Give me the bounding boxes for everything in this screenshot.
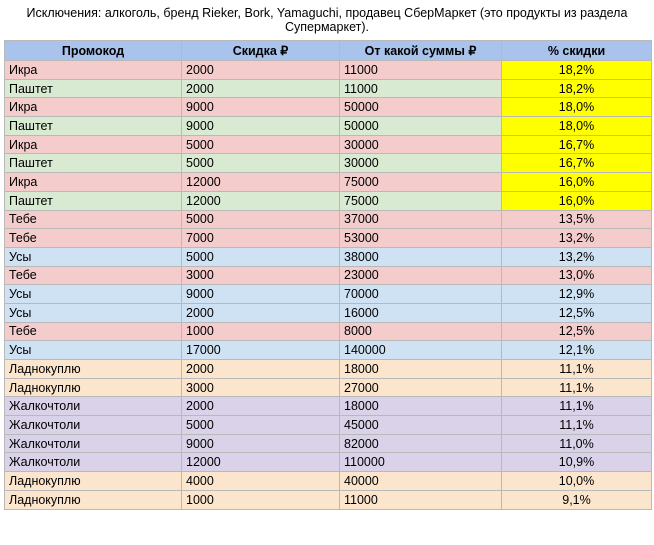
cell-min-sum[interactable]: 30000	[340, 154, 502, 173]
cell-discount[interactable]: 5000	[182, 416, 340, 435]
cell-min-sum[interactable]: 50000	[340, 98, 502, 117]
cell-min-sum[interactable]: 75000	[340, 173, 502, 192]
cell-min-sum[interactable]: 23000	[340, 266, 502, 285]
table-row	[5, 341, 652, 360]
cell-promocode[interactable]: Ладнокуплю	[5, 378, 182, 397]
cell-discount[interactable]: 5000	[182, 247, 340, 266]
cell-promocode[interactable]: Икра	[5, 135, 182, 154]
cell-percent[interactable]: 11,1%	[502, 378, 652, 397]
cell-min-sum[interactable]: 11000	[340, 61, 502, 80]
cell-promocode[interactable]: Икра	[5, 173, 182, 192]
cell-min-sum[interactable]: 30000	[340, 135, 502, 154]
cell-discount[interactable]: 12000	[182, 191, 340, 210]
cell-discount[interactable]: 3000	[182, 378, 340, 397]
cell-min-sum[interactable]: 11000	[340, 490, 502, 509]
cell-promocode[interactable]: Паштет	[5, 79, 182, 98]
exclusions-note: Исключения: алкоголь, бренд Rieker, Bork, Yamaguchi, продавец СберМаркет (это продукты из раздела Супермаркет).	[26, 6, 628, 34]
cell-promocode[interactable]: Жалкочтоли	[5, 453, 182, 472]
cell-percent[interactable]: 16,0%	[502, 191, 652, 210]
cell-percent[interactable]: 13,5%	[502, 210, 652, 229]
cell-promocode[interactable]: Тебе	[5, 210, 182, 229]
table-row	[5, 360, 652, 379]
cell-promocode[interactable]: Паштет	[5, 117, 182, 136]
cell-discount[interactable]: 4000	[182, 472, 340, 491]
table-row	[5, 154, 652, 173]
table-row	[5, 266, 652, 285]
cell-min-sum[interactable]: 11000	[340, 79, 502, 98]
cell-discount[interactable]: 2000	[182, 303, 340, 322]
cell-promocode[interactable]: Усы	[5, 341, 182, 360]
cell-min-sum[interactable]: 53000	[340, 229, 502, 248]
cell-discount[interactable]: 1000	[182, 490, 340, 509]
table-row	[5, 117, 652, 136]
table-body	[5, 61, 652, 510]
cell-percent[interactable]: 13,2%	[502, 229, 652, 248]
cell-min-sum[interactable]: 40000	[340, 472, 502, 491]
cell-discount[interactable]: 2000	[182, 61, 340, 80]
cell-discount[interactable]: 5000	[182, 210, 340, 229]
cell-min-sum[interactable]: 75000	[340, 191, 502, 210]
cell-promocode[interactable]: Жалкочтоли	[5, 416, 182, 435]
cell-min-sum[interactable]: 16000	[340, 303, 502, 322]
cell-percent[interactable]: 16,0%	[502, 173, 652, 192]
cell-promocode[interactable]: Тебе	[5, 266, 182, 285]
cell-percent[interactable]: 11,1%	[502, 416, 652, 435]
header-min-sum[interactable]: От какой суммы ₽	[340, 41, 502, 61]
cell-percent[interactable]: 18,2%	[502, 61, 652, 80]
cell-promocode[interactable]: Паштет	[5, 154, 182, 173]
cell-min-sum[interactable]: 18000	[340, 360, 502, 379]
cell-discount[interactable]: 2000	[182, 79, 340, 98]
cell-discount[interactable]: 1000	[182, 322, 340, 341]
cell-discount[interactable]: 2000	[182, 397, 340, 416]
cell-min-sum[interactable]: 70000	[340, 285, 502, 304]
cell-promocode[interactable]: Ладнокуплю	[5, 490, 182, 509]
table-row	[5, 229, 652, 248]
cell-percent[interactable]: 18,0%	[502, 98, 652, 117]
cell-promocode[interactable]: Усы	[5, 303, 182, 322]
cell-promocode[interactable]: Тебе	[5, 229, 182, 248]
table-row	[5, 472, 652, 491]
cell-percent[interactable]: 11,1%	[502, 397, 652, 416]
table-row	[5, 135, 652, 154]
table-row	[5, 210, 652, 229]
header-promocode[interactable]: Промокод	[5, 41, 182, 61]
cell-min-sum[interactable]: 50000	[340, 117, 502, 136]
cell-promocode[interactable]: Тебе	[5, 322, 182, 341]
table-row	[5, 191, 652, 210]
promo-table	[4, 40, 652, 510]
cell-discount[interactable]: 12000	[182, 173, 340, 192]
cell-percent[interactable]: 11,1%	[502, 360, 652, 379]
cell-percent[interactable]: 12,9%	[502, 285, 652, 304]
cell-min-sum[interactable]: 8000	[340, 322, 502, 341]
cell-discount[interactable]: 9000	[182, 98, 340, 117]
table-row	[5, 322, 652, 341]
cell-percent[interactable]: 12,5%	[502, 303, 652, 322]
cell-percent[interactable]: 11,0%	[502, 434, 652, 453]
cell-discount[interactable]: 9000	[182, 117, 340, 136]
cell-percent[interactable]: 13,2%	[502, 247, 652, 266]
cell-discount[interactable]: 5000	[182, 154, 340, 173]
table-row	[5, 490, 652, 509]
cell-discount[interactable]: 3000	[182, 266, 340, 285]
cell-percent[interactable]: 18,2%	[502, 79, 652, 98]
table-row	[5, 285, 652, 304]
cell-promocode[interactable]: Усы	[5, 285, 182, 304]
table-row	[5, 453, 652, 472]
header-discount[interactable]: Скидка ₽	[182, 41, 340, 61]
cell-min-sum[interactable]: 27000	[340, 378, 502, 397]
cell-percent[interactable]: 12,1%	[502, 341, 652, 360]
header-row	[5, 41, 652, 61]
header-percent[interactable]: % скидки	[502, 41, 652, 61]
cell-percent[interactable]: 13,0%	[502, 266, 652, 285]
cell-promocode[interactable]: Ладнокуплю	[5, 360, 182, 379]
cell-percent[interactable]: 10,9%	[502, 453, 652, 472]
cell-discount[interactable]: 9000	[182, 285, 340, 304]
cell-discount[interactable]: 5000	[182, 135, 340, 154]
table-row	[5, 98, 652, 117]
cell-percent[interactable]: 9,1%	[502, 490, 652, 509]
table-row	[5, 416, 652, 435]
cell-promocode[interactable]: Икра	[5, 61, 182, 80]
cell-promocode[interactable]: Паштет	[5, 191, 182, 210]
cell-promocode[interactable]: Икра	[5, 98, 182, 117]
table-row	[5, 303, 652, 322]
cell-min-sum[interactable]: 37000	[340, 210, 502, 229]
table-row	[5, 173, 652, 192]
cell-promocode[interactable]: Ладнокуплю	[5, 472, 182, 491]
cell-percent[interactable]: 10,0%	[502, 472, 652, 491]
cell-promocode[interactable]: Жалкочтоли	[5, 397, 182, 416]
table-row	[5, 378, 652, 397]
cell-min-sum[interactable]: 38000	[340, 247, 502, 266]
cell-min-sum[interactable]: 110000	[340, 453, 502, 472]
cell-discount[interactable]: 9000	[182, 434, 340, 453]
table-row	[5, 434, 652, 453]
cell-discount[interactable]: 2000	[182, 360, 340, 379]
cell-discount[interactable]: 12000	[182, 453, 340, 472]
cell-discount[interactable]: 7000	[182, 229, 340, 248]
cell-discount[interactable]: 17000	[182, 341, 340, 360]
table-row	[5, 61, 652, 80]
table-row	[5, 247, 652, 266]
cell-min-sum[interactable]: 82000	[340, 434, 502, 453]
cell-promocode[interactable]: Жалкочтоли	[5, 434, 182, 453]
cell-percent[interactable]: 12,5%	[502, 322, 652, 341]
cell-min-sum[interactable]: 45000	[340, 416, 502, 435]
cell-percent[interactable]: 18,0%	[502, 117, 652, 136]
cell-percent[interactable]: 16,7%	[502, 154, 652, 173]
cell-percent[interactable]: 16,7%	[502, 135, 652, 154]
cell-min-sum[interactable]: 140000	[340, 341, 502, 360]
table-row	[5, 79, 652, 98]
table-row	[5, 397, 652, 416]
cell-min-sum[interactable]: 18000	[340, 397, 502, 416]
cell-promocode[interactable]: Усы	[5, 247, 182, 266]
